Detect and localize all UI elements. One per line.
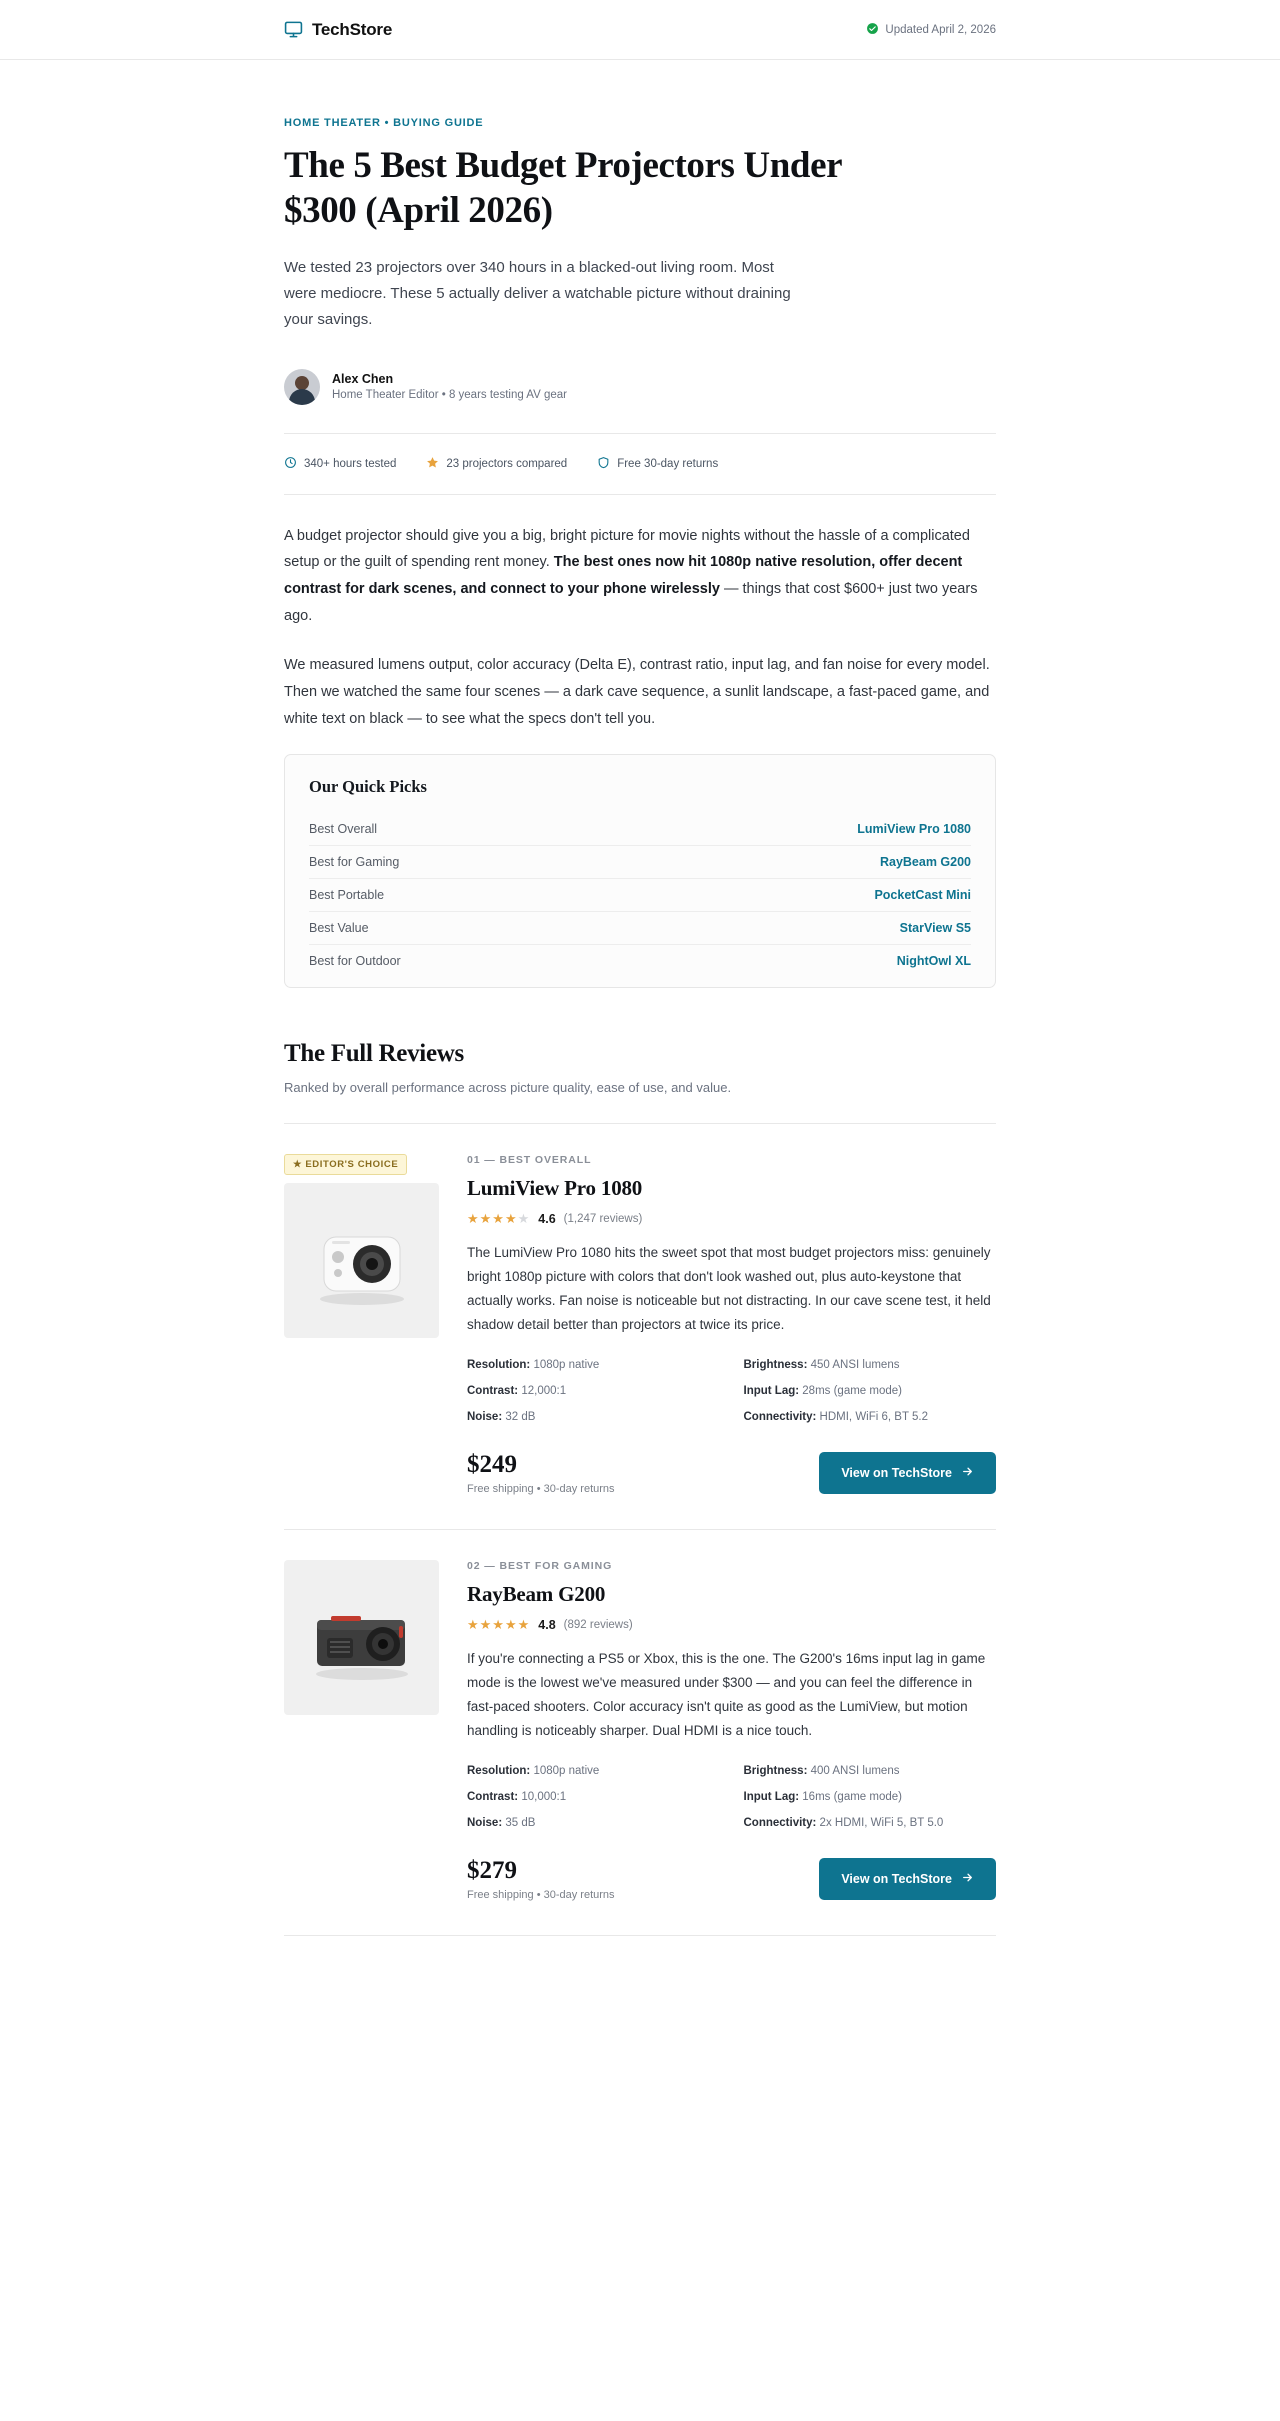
status-badge: ★ EDITOR'S CHOICE — [284, 1154, 407, 1175]
spec-resolution: Resolution: 1080p native — [467, 1359, 600, 1372]
brand-logo[interactable] — [284, 20, 392, 40]
author-row — [284, 369, 996, 434]
quick-pick-row[interactable] — [309, 945, 971, 977]
quick-picks-card — [284, 754, 996, 988]
price-subtext: Free shipping • 30-day returns — [467, 1483, 615, 1496]
arrow-right-icon — [961, 1871, 974, 1887]
star-icon — [426, 456, 439, 472]
intro-paragraph-1: A budget projector should give you a big, bright picture for movie nights without the hassle of a complicated setup or the guilt of spending rent money. The best ones now hit 1080p native resolution, offer decent contrast for dark scenes, and connect to your phone wirelessly — things that cost $600+ just two years ago. — [284, 527, 978, 625]
price: $279 — [467, 1857, 517, 1885]
price-block — [467, 1451, 615, 1495]
spec-resolution: Resolution: 1080p native — [467, 1765, 600, 1778]
check-circle-icon — [866, 22, 879, 38]
buy-row — [467, 1857, 996, 1901]
quick-pick-value[interactable]: LumiView Pro 1080 — [857, 822, 971, 837]
rating-row — [467, 1617, 996, 1633]
spec-grid — [467, 1763, 996, 1831]
quick-pick-row[interactable] — [309, 879, 971, 912]
rating-count: (1,247 reviews) — [563, 1213, 643, 1226]
quick-picks-title: Our Quick Picks — [309, 777, 427, 797]
intro-body — [284, 495, 996, 733]
article-kicker: HOME THEATER • BUYING GUIDE — [284, 117, 484, 129]
quick-pick-row[interactable] — [309, 813, 971, 846]
quick-pick-value[interactable]: PocketCast Mini — [874, 888, 971, 903]
product-description: If you're connecting a PS5 or Xbox, this is the one. The G200's 16ms input lag in game mode is the lowest we've measured under $300 — and you can feel the difference in fast-paced shooters. Color accuracy isn't quite as good as the LumiView, but motion handling is noticeably sharper. Dual HDMI is a nice touch. — [467, 1651, 986, 1739]
price-subtext: Free shipping • 30-day returns — [467, 1889, 615, 1902]
stat-projectors-compared — [426, 456, 567, 472]
stat-hours-tested — [284, 456, 396, 472]
product-image — [284, 1183, 439, 1338]
review-media — [284, 1560, 439, 1901]
quick-pick-value[interactable]: NightOwl XL — [896, 954, 971, 969]
stars-icon: ★★★★★ — [467, 1211, 531, 1227]
spec-brightness: Brightness: 400 ANSI lumens — [743, 1765, 900, 1778]
updated-text: Updated April 2, 2026 — [885, 23, 996, 36]
review-rank: 02 — BEST FOR GAMING — [467, 1560, 613, 1573]
quick-pick-row[interactable] — [309, 846, 971, 879]
rating-value: 4.8 — [538, 1618, 556, 1633]
author-meta: Home Theater Editor • 8 years testing AV gear — [332, 389, 567, 402]
quick-pick-value[interactable]: StarView S5 — [899, 921, 971, 936]
rating-row — [467, 1211, 996, 1227]
quick-pick-row[interactable] — [309, 912, 971, 945]
avatar — [284, 369, 320, 405]
page-title: The 5 Best Budget Projectors Under $300 (April 2026) — [284, 145, 842, 232]
buy-row — [467, 1451, 996, 1495]
review-body — [467, 1560, 996, 1901]
review-body — [467, 1154, 996, 1495]
spec-contrast: Contrast: 10,000:1 — [467, 1791, 567, 1804]
monitor-icon — [284, 20, 303, 39]
reviews-section-title: The Full Reviews — [284, 1040, 464, 1068]
rating-count: (892 reviews) — [563, 1619, 633, 1632]
updated-stamp — [866, 22, 996, 38]
product-name: LumiView Pro 1080 — [467, 1176, 643, 1201]
price-block — [467, 1857, 615, 1901]
article-dek: We tested 23 projectors over 340 hours in a blacked-out living room. Most were mediocre. These 5 actually deliver a watchable picture without draining your savings. — [284, 259, 791, 328]
quick-pick-label: Best Value — [309, 921, 369, 936]
price: $249 — [467, 1451, 517, 1479]
product-name: RayBeam G200 — [467, 1582, 606, 1607]
review-item — [284, 1530, 996, 1936]
article-wrapper — [284, 117, 996, 1996]
stars-icon: ★★★★★ — [467, 1617, 531, 1633]
quick-pick-label: Best Portable — [309, 888, 385, 903]
review-item — [284, 1124, 996, 1530]
quick-pick-label: Best Overall — [309, 822, 378, 837]
reviews-section-subtitle: Ranked by overall performance across picture quality, ease of use, and value. — [284, 1080, 996, 1124]
clock-icon — [284, 456, 297, 472]
buy-button-label: View on TechStore — [841, 1466, 952, 1481]
spec-input-lag: Input Lag: 28ms (game mode) — [743, 1385, 902, 1398]
shield-icon — [597, 456, 610, 472]
rating-value: 4.6 — [538, 1212, 556, 1227]
spec-connectivity: Connectivity: 2x HDMI, WiFi 5, BT 5.0 — [743, 1816, 944, 1829]
spec-input-lag: Input Lag: 16ms (game mode) — [743, 1791, 902, 1804]
stats-strip — [284, 434, 996, 495]
view-on-techstore-button[interactable] — [819, 1452, 996, 1494]
quick-pick-label: Best for Gaming — [309, 855, 400, 870]
spec-grid — [467, 1357, 996, 1425]
buy-button-label: View on TechStore — [841, 1872, 952, 1887]
stat-label: Free 30-day returns — [617, 457, 719, 470]
view-on-techstore-button[interactable] — [819, 1858, 996, 1900]
author-name: Alex Chen — [332, 372, 394, 387]
stat-returns — [597, 456, 718, 472]
site-header — [0, 0, 1280, 60]
product-description: The LumiView Pro 1080 hits the sweet spot that most budget projectors miss: genuinely bright 1080p picture with colors that don't look washed out, plus auto-keystone that actually works. Fan noise is noticeable but not distracting. In our cave scene test, it held shadow detail better than projectors at twice its price. — [467, 1245, 991, 1333]
quick-pick-value[interactable]: RayBeam G200 — [879, 855, 971, 870]
stat-label: 23 projectors compared — [446, 457, 568, 470]
product-image — [284, 1560, 439, 1715]
review-media — [284, 1154, 439, 1495]
review-rank: 01 — BEST OVERALL — [467, 1154, 592, 1167]
spec-connectivity: Connectivity: HDMI, WiFi 6, BT 5.2 — [743, 1410, 928, 1423]
spec-noise: Noise: 32 dB — [467, 1410, 536, 1423]
quick-pick-label: Best for Outdoor — [309, 954, 401, 969]
stat-label: 340+ hours tested — [304, 457, 397, 470]
header-inner — [284, 20, 996, 40]
spec-brightness: Brightness: 450 ANSI lumens — [743, 1359, 900, 1372]
brand-name: TechStore — [312, 19, 393, 39]
intro-paragraph-2: We measured lumens output, color accuracy (Delta E), contrast ratio, input lag, and fan noise for every model. Then we watched the same four scenes — a dark cave sequence, a sunlit landscape, a fast-paced game, and white text on black — to see what the specs don't tell you. — [284, 656, 990, 727]
spec-noise: Noise: 35 dB — [467, 1816, 536, 1829]
spec-contrast: Contrast: 12,000:1 — [467, 1385, 567, 1398]
arrow-right-icon — [961, 1465, 974, 1481]
